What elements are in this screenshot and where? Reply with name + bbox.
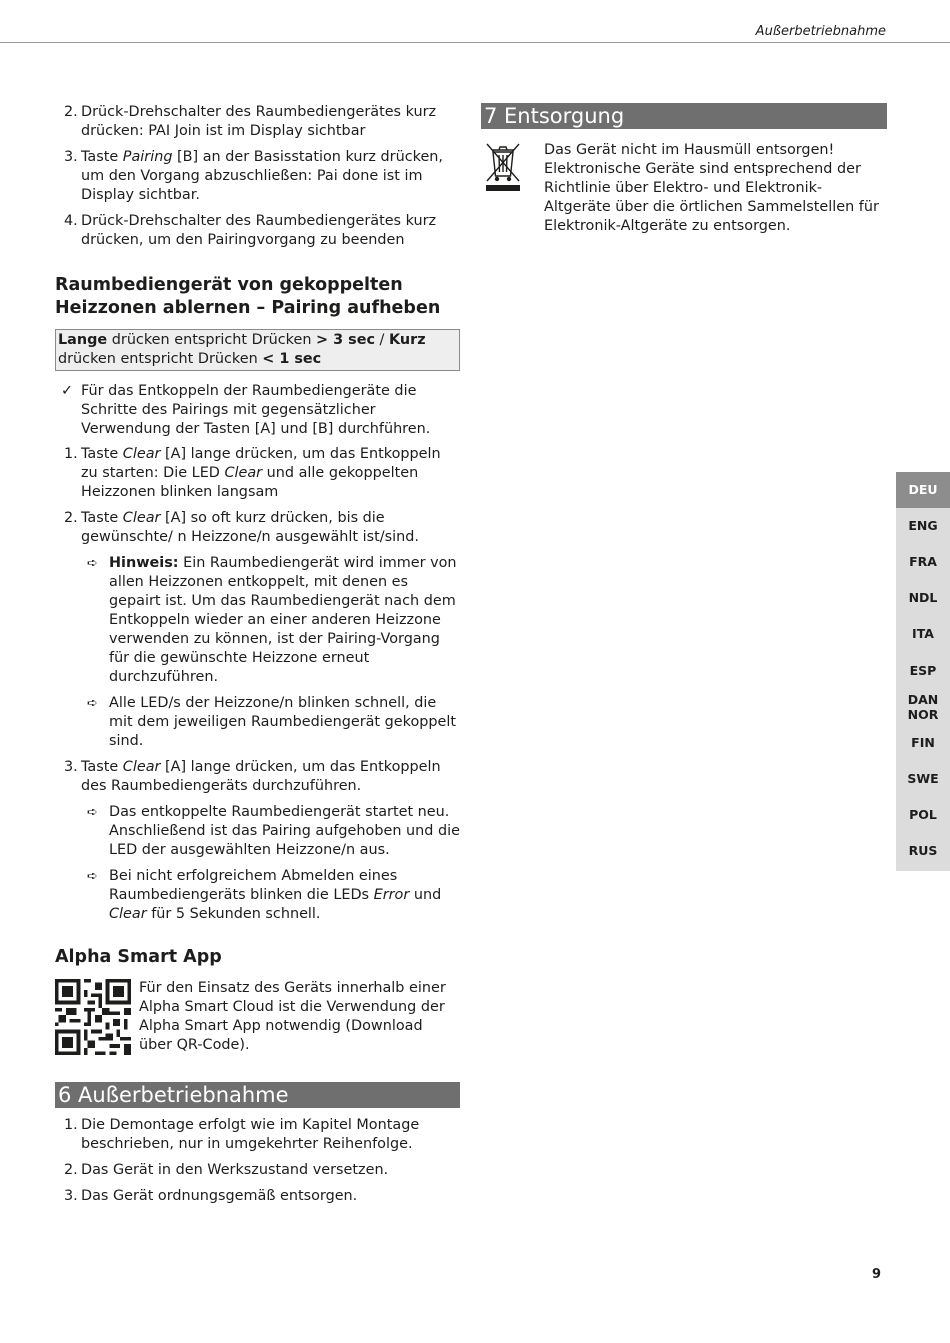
- tab-fin[interactable]: FIN: [911, 735, 935, 750]
- text-run: [A] so oft kurz drücken, bis die gewünschte/ n Heizzone/n ausgewählt ist/sind.: [81, 510, 419, 545]
- result-item: [55, 694, 460, 751]
- step-text: [81, 445, 460, 502]
- list-item: [55, 509, 460, 547]
- led-name-clear: Clear: [109, 906, 147, 922]
- result-item: [55, 867, 460, 924]
- crossed-out-wheelie-bin-icon: [483, 141, 523, 193]
- tab-label-dan: DAN: [907, 692, 939, 707]
- result-item: [55, 803, 460, 860]
- hint-label: Hinweis:: [109, 555, 179, 571]
- result-text: Das entkoppelte Raumbediengerät startet neu. Anschließend ist das Pairing aufgehoben und die LED der ausgewählten Heizzone/n aus.: [109, 804, 460, 858]
- result-item: [55, 554, 460, 687]
- step-text: Drück-Drehschalter des Raumbediengerätes kurz drücken, um den Pairingvorgang zu beenden: [81, 213, 437, 248]
- hint-text: Ein Raumbediengerät wird immer von allen Heizzonen entkoppelt, mit denen es gepairt ist. Um das Raumbediengerät nach dem Entkoppeln wieder an einer anderen Heizzone verwenden zu können, ist der Pairing-Vorgang für die gewünschte Heizzone erneut durchzuführen.: [109, 555, 457, 685]
- text-run: Taste: [81, 149, 123, 165]
- step-number: 2.: [64, 104, 78, 120]
- step-text: [81, 758, 460, 796]
- app-heading: Alpha Smart App: [55, 947, 222, 967]
- led-name-clear: Clear: [224, 465, 263, 481]
- result-arrow-icon: ➪: [87, 869, 98, 884]
- tab-ita[interactable]: ITA: [912, 626, 934, 641]
- list-item: [55, 1116, 460, 1154]
- text-run: und: [409, 887, 442, 903]
- section-7-title: 7 Entsorgung: [481, 103, 887, 129]
- tab-eng[interactable]: ENG: [908, 518, 938, 533]
- text-run: Taste: [81, 510, 123, 526]
- text-run: Bei nicht erfolgreichem Abmelden eines Raumbediengeräts blinken die LEDs: [109, 868, 398, 903]
- right-column: [481, 103, 887, 236]
- step-text: Das Gerät in den Werkszustand versetzen.: [81, 1162, 389, 1178]
- disposal-text: Das Gerät nicht im Hausmüll entsorgen! Elektronische Geräte sind entsprechend der Richtlinie über Elektro- und Elektronik-Altgeräte über die örtlichen Sammelstellen für Elektronik-Altgeräte zu entsorgen.: [544, 142, 879, 234]
- text-run: [B] an der Basisstation kurz drücken, um den Vorgang abzuschließen: Pai done ist im Display sichtbar.: [81, 149, 444, 203]
- led-name-error: Error: [373, 887, 410, 903]
- note-text: drücken entspricht Drücken: [58, 351, 263, 367]
- tab-deu[interactable]: DEU: [896, 472, 950, 508]
- list-item: [55, 1161, 460, 1180]
- step-text: [81, 509, 460, 547]
- tab-label-nor: NOR: [907, 707, 939, 722]
- precondition-text: Für das Entkoppeln der Raumbediengeräte die Schritte des Pairings mit gegensätzlicher Verwendung der Tasten [A] und [B] durchführen.: [81, 383, 431, 437]
- app-block: [55, 979, 460, 1055]
- tab-ndl[interactable]: NDL: [908, 590, 938, 605]
- step-number: 2.: [64, 1162, 78, 1178]
- note-long-threshold: > 3 sec: [316, 332, 375, 348]
- text-run: für 5 Sekunden schnell.: [146, 906, 321, 922]
- note-text: drücken entspricht Drücken: [107, 332, 317, 348]
- button-name-clear: Clear: [122, 759, 161, 775]
- tab-esp[interactable]: ESP: [909, 663, 937, 678]
- note-text: /: [374, 332, 389, 348]
- text-run: Taste: [81, 759, 123, 775]
- left-column: [55, 103, 460, 1213]
- step-text: Die Demontage erfolgt wie im Kapitel Montage beschrieben, nur in umgekehrter Reihenfolge.: [81, 1117, 420, 1152]
- precondition-item: [55, 382, 460, 439]
- unpair-heading: Raumbediengerät von gekoppelten Heizzonen ablernen – Pairing aufheben: [55, 275, 441, 318]
- tab-pol[interactable]: POL: [909, 807, 937, 822]
- tab-dan-nor[interactable]: [896, 692, 950, 722]
- page-number: 9: [872, 1267, 882, 1282]
- pairing-steps-list: [55, 103, 460, 250]
- step-text: Das Gerät ordnungsgemäß entsorgen.: [81, 1188, 358, 1204]
- step-number: 3.: [64, 149, 78, 165]
- text-run: und alle gekoppelten Heizzonen blinken langsam: [81, 465, 419, 500]
- press-duration-note: [55, 329, 460, 371]
- note-short-threshold: < 1 sec: [262, 351, 322, 367]
- running-head-title: Außerbetriebnahme: [755, 24, 886, 39]
- check-icon: ✓: [61, 383, 74, 399]
- button-name-pairing: Pairing: [122, 149, 173, 165]
- note-lange: Lange: [58, 332, 108, 348]
- list-item: [55, 103, 460, 141]
- list-item: [55, 1187, 460, 1206]
- button-name-clear: Clear: [122, 446, 161, 462]
- result-arrow-icon: ➪: [87, 556, 98, 571]
- step-number: 3.: [64, 759, 78, 775]
- step-number: 4.: [64, 213, 78, 229]
- text-run: [A] lange drücken, um das Entkoppeln des Raumbediengeräts durchzuführen.: [81, 759, 441, 794]
- tab-swe[interactable]: SWE: [907, 771, 939, 786]
- list-item: [55, 758, 460, 796]
- note-kurz: Kurz: [388, 332, 426, 348]
- tab-fra[interactable]: FRA: [909, 554, 937, 569]
- list-item: [55, 148, 460, 205]
- text-run: [A] lange drücken, um das Entkoppeln zu starten: Die LED: [81, 446, 441, 481]
- step-number: 3.: [64, 1188, 78, 1204]
- step-text: [81, 148, 460, 205]
- result-text: Alle LED/s der Heizzone/n blinken schnell, die mit dem jeweiligen Raumbediengerät gekoppelt sind.: [109, 695, 457, 749]
- app-description: Für den Einsatz des Geräts innerhalb einer Alpha Smart Cloud ist die Verwendung der Alpha Smart App notwendig (Download über QR-Code).: [139, 980, 446, 1053]
- step-number: 1.: [64, 1117, 78, 1133]
- text-run: Taste: [81, 446, 123, 462]
- tab-rus[interactable]: RUS: [908, 843, 938, 858]
- list-item: [55, 212, 460, 250]
- button-name-clear: Clear: [122, 510, 161, 526]
- step-number: 1.: [64, 446, 78, 462]
- step-number: 2.: [64, 510, 78, 526]
- step-text: Drück-Drehschalter des Raumbediengerätes kurz drücken: PAI Join ist im Display sichtbar: [81, 104, 437, 139]
- decommission-steps-list: [55, 1116, 460, 1206]
- disposal-block: [481, 141, 887, 236]
- qr-code-icon: [55, 979, 131, 1055]
- language-tabs: [896, 472, 950, 871]
- list-item: [55, 445, 460, 502]
- header-rule: [0, 42, 950, 43]
- section-6-title: 6 Außerbetriebnahme: [55, 1082, 460, 1108]
- result-arrow-icon: ➪: [87, 805, 98, 820]
- result-arrow-icon: ➪: [87, 696, 98, 711]
